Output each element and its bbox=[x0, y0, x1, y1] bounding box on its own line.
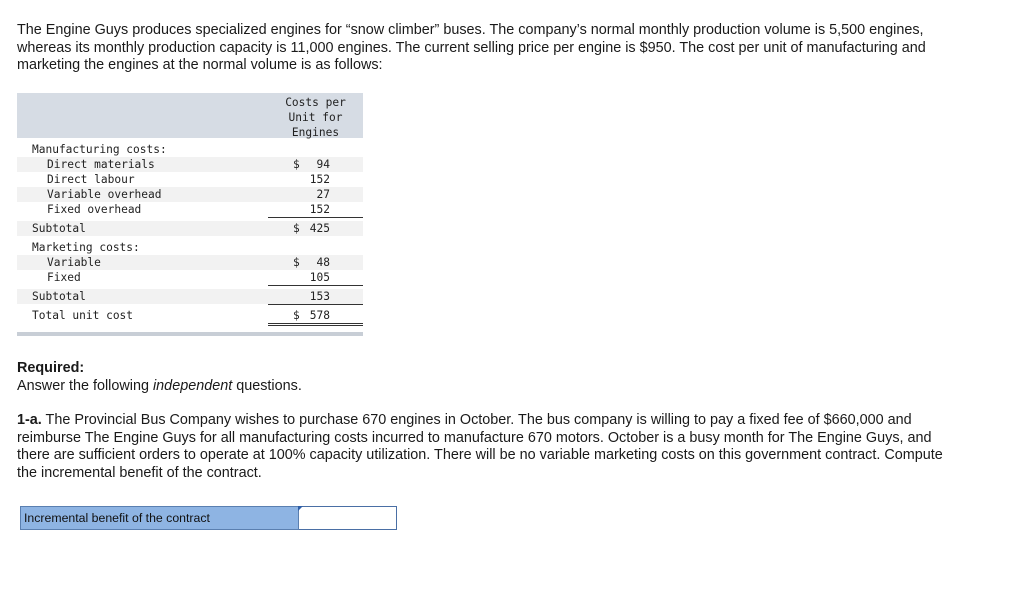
currency-sign: $ bbox=[293, 158, 300, 171]
required-text-prefix: Answer the following bbox=[17, 377, 153, 394]
table-row bbox=[17, 157, 363, 172]
value-cell bbox=[268, 172, 363, 187]
cost-table bbox=[17, 93, 363, 323]
currency-sign: $ bbox=[293, 256, 300, 269]
table-row bbox=[17, 142, 363, 157]
value-cell bbox=[268, 187, 363, 202]
table-row bbox=[17, 187, 363, 202]
row-label: Variable bbox=[47, 256, 101, 269]
required-text-suffix: questions. bbox=[232, 377, 302, 394]
value-cell bbox=[268, 270, 363, 286]
table-row bbox=[17, 172, 363, 187]
row-value: 48 bbox=[316, 256, 330, 269]
table-row bbox=[17, 221, 363, 236]
problem-intro: The Engine Guys produces specialized engines for “snow climber” buses. The company’s normal monthly production volume is 5,500 engines, whereas its monthly production capacity is 11,000 engines. The current selling price per engine is $950. The cost per unit of manufacturing and marketing the engines at the normal volume is as follows: bbox=[17, 22, 926, 73]
row-value: 27 bbox=[316, 188, 330, 201]
answer-row bbox=[20, 506, 397, 530]
currency-sign: $ bbox=[293, 222, 300, 235]
subtotal-label: Subtotal bbox=[32, 290, 86, 303]
table-row bbox=[17, 270, 363, 285]
table-row bbox=[17, 289, 363, 304]
incremental-benefit-input[interactable] bbox=[299, 506, 397, 530]
row-label: Variable overhead bbox=[47, 188, 162, 201]
row-value: 105 bbox=[309, 271, 330, 284]
question-number: 1-a. bbox=[17, 412, 42, 428]
table-row bbox=[17, 202, 363, 217]
subtotal-value: 425 bbox=[309, 222, 330, 235]
required-text bbox=[17, 378, 302, 394]
row-label: Direct materials bbox=[47, 158, 155, 171]
table-header bbox=[17, 93, 363, 138]
subtotal-value: 153 bbox=[309, 290, 330, 303]
row-value: 152 bbox=[309, 203, 330, 216]
column-header: Costs per Unit for Engines bbox=[285, 96, 346, 139]
total-value: 578 bbox=[309, 309, 330, 322]
row-label: Fixed bbox=[47, 271, 81, 284]
table-row bbox=[17, 240, 363, 255]
value-cell bbox=[268, 157, 363, 172]
table-row bbox=[17, 255, 363, 270]
value-cell bbox=[268, 202, 363, 218]
value-cell bbox=[268, 289, 363, 305]
section-label: Marketing costs: bbox=[32, 241, 140, 254]
question-1a bbox=[17, 412, 947, 482]
subtotal-label: Subtotal bbox=[32, 222, 86, 235]
row-value: 94 bbox=[316, 158, 330, 171]
currency-sign: $ bbox=[293, 309, 300, 322]
row-label: Fixed overhead bbox=[47, 203, 142, 216]
required-text-emphasis: independent bbox=[152, 377, 233, 394]
table-row bbox=[17, 308, 363, 323]
answer-label: Incremental benefit of the contract bbox=[20, 506, 299, 530]
row-label: Direct labour bbox=[47, 173, 135, 186]
section-label: Manufacturing costs: bbox=[32, 143, 167, 156]
table-footer-bar bbox=[17, 332, 363, 336]
row-value: 152 bbox=[309, 173, 330, 186]
total-label: Total unit cost bbox=[32, 309, 134, 322]
required-section bbox=[17, 360, 302, 395]
input-marker-icon bbox=[298, 506, 303, 511]
question-text: The Provincial Bus Company wishes to purchase 670 engines in October. The bus company is willing to pay a fixed fee of $660,000 and reimburse The Engine Guys for all manufacturing costs incurred to manufacture 670 motors. October is a busy month for The Engine Guys, and there are sufficient orders to operate at 100% capacity utilization. There will be no variable marketing costs on this government contract. Compute the incremental benefit of the contract. bbox=[17, 412, 943, 481]
required-heading: Required: bbox=[17, 360, 85, 376]
value-cell bbox=[268, 255, 363, 270]
value-cell bbox=[268, 221, 363, 236]
value-cell bbox=[268, 308, 363, 326]
